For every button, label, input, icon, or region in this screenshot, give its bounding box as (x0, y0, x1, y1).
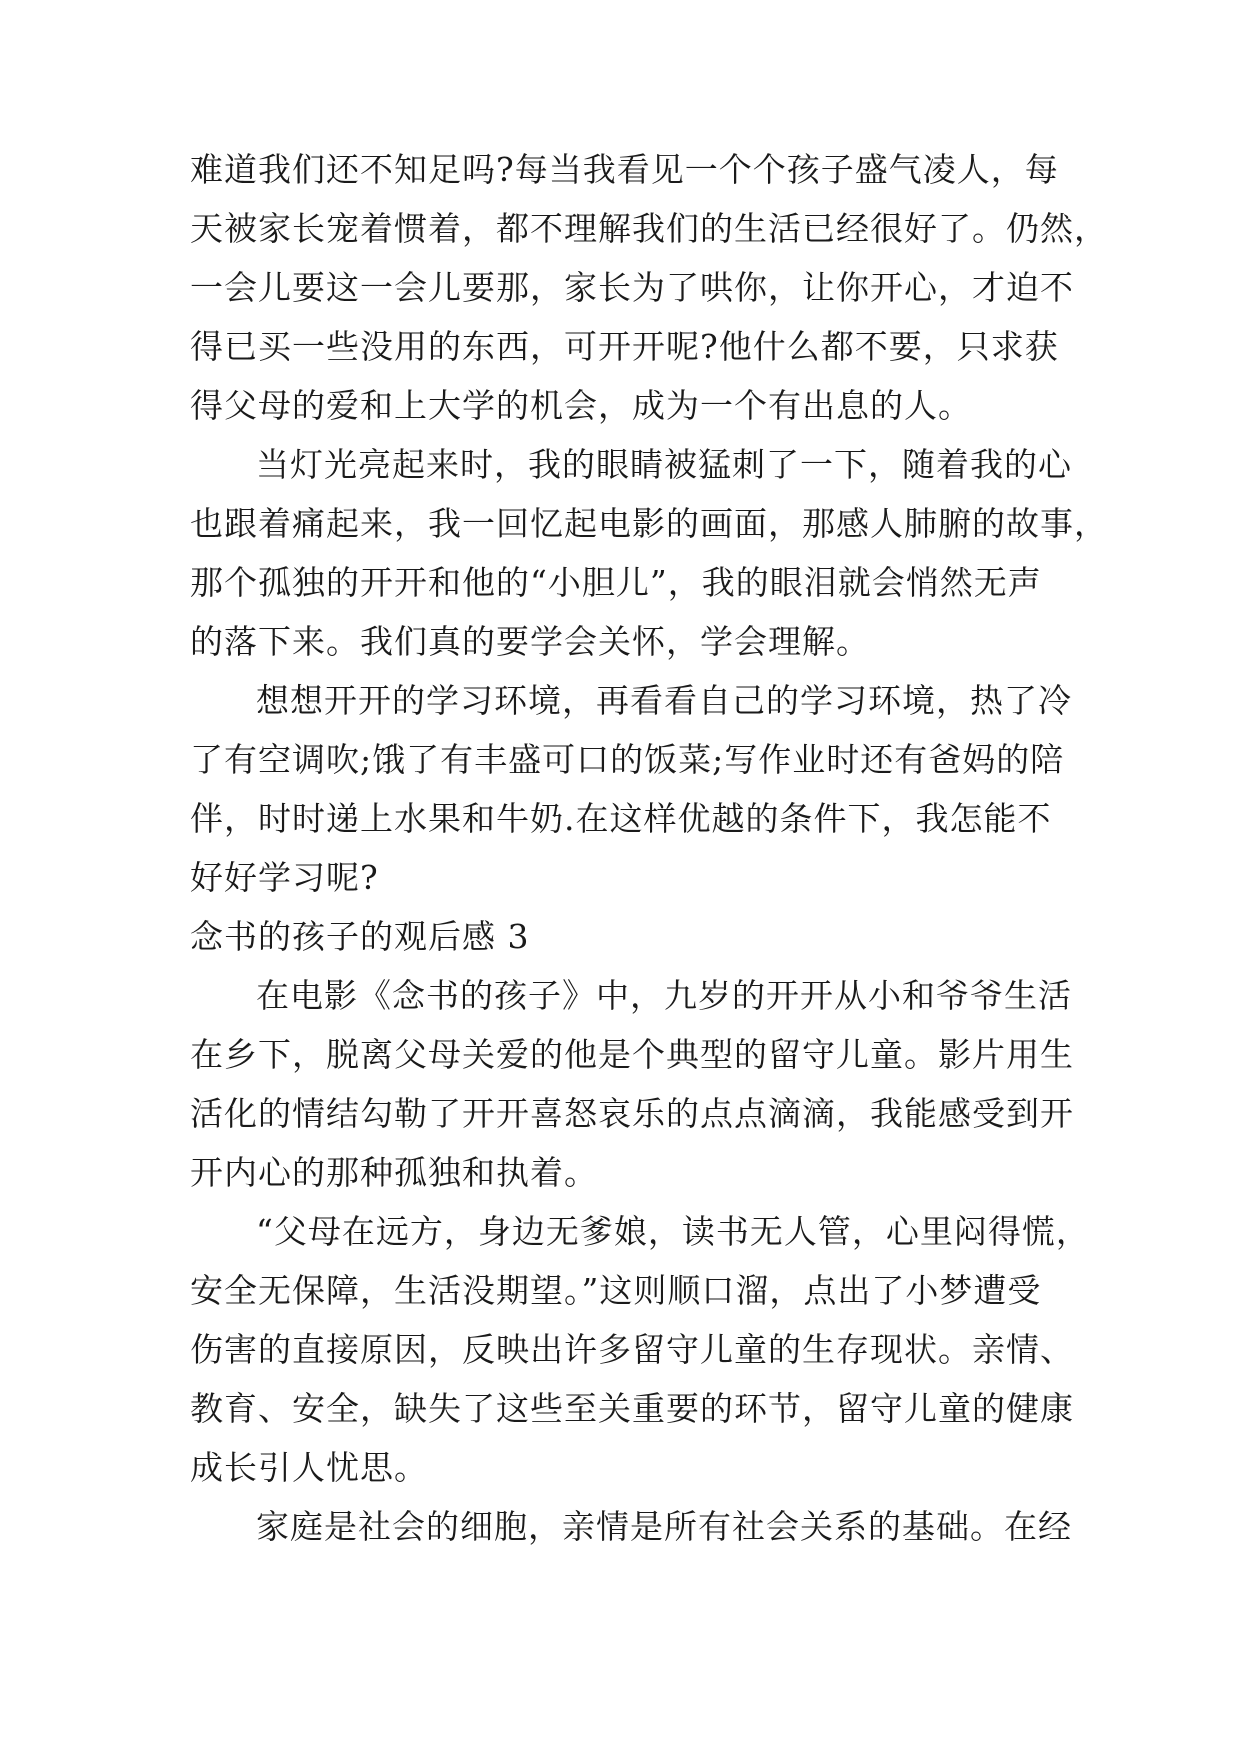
text-line: 得已买一些没用的东西，可开开呢?他什么都不要，只求获 (190, 327, 1059, 366)
text-line: 一会儿要这一会儿要那，家长为了哄你，让你开心，才迫不 (190, 268, 1074, 307)
text-line: 伤害的直接原因，反映出许多留守儿童的生存现状。亲情、 (190, 1330, 1074, 1369)
text-line: 活化的情结勾勒了开开喜怒哀乐的点点滴滴，我能感受到开 (190, 1094, 1074, 1133)
text-line: 了有空调吹;饿了有丰盛可口的饭菜;写作业时还有爸妈的陪 (190, 740, 1065, 779)
text-line: 那个孤独的开开和他的“小胆儿”，我的眼泪就会悄然无声 (190, 563, 1042, 602)
text-line: 也跟着痛起来，我一回忆起电影的画面，那感人肺腑的故事， (190, 504, 1108, 543)
text-line: 开内心的那种孤独和执着。 (190, 1153, 598, 1192)
text-line: 天被家长宠着惯着，都不理解我们的生活已经很好了。仍然， (190, 209, 1108, 248)
section-heading: 念书的孩子的观后感 3 (190, 917, 530, 956)
paragraph-first-line: “父母在远方，身边无爹娘，读书无人管，心里闷得慌， (256, 1212, 1090, 1251)
text-line: 的落下来。我们真的要学会关怀，学会理解。 (190, 622, 870, 661)
text-line: 成长引人忧思。 (190, 1448, 428, 1487)
text-line: 在乡下，脱离父母关爱的他是个典型的留守儿童。影片用生 (190, 1035, 1074, 1074)
text-line: 安全无保障，生活没期望。”这则顺口溜，点出了小梦遭受 (190, 1271, 1042, 1310)
paragraph-first-line: 家庭是社会的细胞，亲情是所有社会关系的基础。在经 (256, 1507, 1072, 1546)
text-line: 难道我们还不知足吗?每当我看见一个个孩子盛气凌人，每 (190, 150, 1059, 189)
text-line: 好好学习呢? (190, 858, 379, 897)
paragraph-first-line: 想想开开的学习环境，再看看自己的学习环境，热了冷 (256, 681, 1072, 720)
paragraph-first-line: 在电影《念书的孩子》中，九岁的开开从小和爷爷生活 (256, 976, 1072, 1015)
paragraph-first-line: 当灯光亮起来时，我的眼睛被猛刺了一下，随着我的心 (256, 445, 1072, 484)
text-line: 伴，时时递上水果和牛奶.在这样优越的条件下，我怎能不 (190, 799, 1052, 838)
text-line: 得父母的爱和上大学的机会，成为一个有出息的人。 (190, 386, 972, 425)
text-line: 教育、安全，缺失了这些至关重要的环节，留守儿童的健康 (190, 1389, 1074, 1428)
